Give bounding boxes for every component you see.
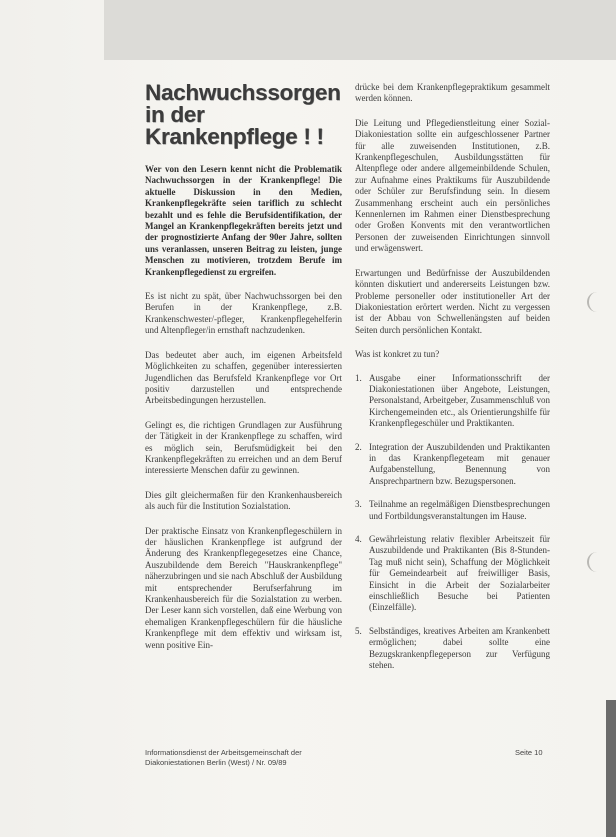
intro-paragraph: Wer von den Lesern kennt nicht die Problematik Nachwuchssorgen in der Krankenpflege! Die aktuelle Diskussion in den Medien, Krankenpflegekräfte seien tariflich zu schlecht bezahlt und es fehle die Berufsidentifikation, der Mangel an Krankenpflegekräften bereits jetzt und der prognostizierte Anfang der 90er Jahre, sollten uns veranlassen, unseren Beitrag zu leisten, junge Menschen zu motivieren, trotzdem Berufe im Krankenpflegedienst zu ergreifen. bbox=[145, 164, 342, 277]
binding-hole-mark bbox=[587, 552, 599, 572]
list-item-number: 5. bbox=[355, 625, 362, 636]
body-paragraph: Die Leitung und Pflegedienstleitung einer Sozial-Diakoniestation sollte ein aufgeschlossener Partner für alle zuweisenden Institutionen, z.B. Krankenpflegeschulen, Ausbildungsstätten für Altenpflege oder andere allgemeinbildende Schulen, zur Aufnahme eines Praktikums für Auszubildende oder Schüler zur Berufsfindung sein. In diesem Zusammenhang erscheint auch ein persönliches Kennenlernen im Rahmen einer Dienstbesprechung oder Großen Konvents mit den verantwortlichen Personen der zuweisenden Einrichtungen sinnvoll und erwägenswert. bbox=[355, 117, 550, 254]
list-item bbox=[355, 499, 550, 522]
list-item-text: Integration der Auszubildenden und Praktikanten in das Krankenpflegeteam mit genauer Aufgabenstellung, Benennung von Ansprechpartnern bzw. Bezugspersonen. bbox=[369, 441, 550, 486]
list-item-text: Teilnahme an regelmäßigen Dienstbesprechungen und Fortbildungsveranstaltungen im Hause. bbox=[369, 499, 550, 521]
body-paragraph: Erwartungen und Bedürfnisse der Auszubildenden könnten diskutiert und andererseits Leistungen bzw. Probleme personeller oder institutioneller Art der Diakoniestation erörtert werden. Nicht zu vergessen ist der Abbau von Schwellenängsten auf beiden Seiten durch persönlichen Kontakt. bbox=[355, 267, 550, 335]
list-item bbox=[355, 626, 550, 672]
left-column bbox=[145, 82, 342, 664]
action-list bbox=[355, 373, 550, 672]
list-item-number: 2. bbox=[355, 441, 362, 452]
list-item-number: 3. bbox=[355, 499, 362, 510]
list-item-number: 4. bbox=[355, 534, 362, 544]
footer-publication: Informationsdienst der Arbeitsgemeinschaft der Diakoniestationen Berlin (West) / Nr. 09/89 bbox=[145, 748, 302, 767]
list-item-text: Ausgabe einer Informationsschrift der Diakoniestationen über Angebote, Leistungen, Personalstand, Arbeitgeber, Zusammenschluß von Kirchengemeinden etc., als Orientierungshilfe für Krankenpflegeschüler und Praktikanten. bbox=[369, 372, 550, 429]
body-paragraph: drücke bei dem Krankenpflegepraktikum gesammelt werden können. bbox=[355, 82, 550, 104]
body-paragraph: Es ist nicht zu spät, über Nachwuchssorgen bei den Berufen in der Krankenpflege, z.B. Krankenschwester/-pfleger, Krankenpflegehelferin und Altenpfleger/in ernsthaft nachzudenken. bbox=[145, 291, 342, 336]
list-item bbox=[355, 373, 550, 430]
list-item bbox=[355, 442, 550, 488]
list-item-text: Gewährleistung relativ flexibler Arbeitszeit für Auszubildende und Praktikanten (Bis 8-Stunden-Tag muß nicht sein), Schaffung der Möglichkeit für Gemeindearbeit auf freiwilliger Basis, Einsicht in die Arbeit der Sozialarbeiter einschließlich Besuche bei Patienten (Einzelfälle). bbox=[369, 534, 550, 613]
list-item-number: 1. bbox=[355, 372, 362, 383]
question-line: Was ist konkret zu tun? bbox=[355, 349, 440, 360]
page-edge-shadow bbox=[606, 700, 616, 837]
body-paragraph: Gelingt es, die richtigen Grundlagen zur Ausführung der Tätigkeit in der Krankenpflege zu schaffen, wird es möglich sein, Berufsmüdigkeit bei den Krankenpflegekräften zu erreichen und an dem Beruf interessierte Menschen dafür zu gewinnen. bbox=[145, 419, 342, 476]
list-item-text: Selbständiges, kreatives Arbeiten am Krankenbett ermöglichen; dabei sollte eine Bezugskrankenpflegeperson zur Verfügung stehen. bbox=[369, 625, 550, 671]
body-paragraph: Der praktische Einsatz von Krankenpflegeschülern in der häuslichen Krankenpflege ist aufgrund der Änderung des Krankenpflegegesetzes eine Chance, Auszubildende dem Bereich "Hauskrankenpflege" näherzubringen und sie nach Abschluß der Ausbildung mit entsprechender Berufserfahrung im Krankenhausbereich für die Sozialstation zu werben. Der Leser kann sich vorstellen, daß eine Werbung von ehemaligen Krankenpflegeschülern für die häusliche Krankenpflege mit dem effektiv und wirksam ist, wenn positive Ein- bbox=[145, 525, 342, 650]
top-shadow-band bbox=[104, 0, 616, 60]
footer-page-number: Seite 10 bbox=[515, 748, 543, 757]
body-paragraph: Das bedeutet aber auch, im eigenen Arbeitsfeld Möglichkeiten zu schaffen, gegenüber interessierten Jugendlichen das Berufsfeld Krankenpflege vor Ort positiv darzustellen und entsprechende Arbeitsbedingungen herzustellen. bbox=[145, 349, 342, 406]
list-item bbox=[355, 534, 550, 614]
binding-hole-mark bbox=[587, 292, 599, 312]
article-headline: Nachwuchssorgen in der Krankenpflege ! ! bbox=[145, 80, 341, 149]
body-paragraph: Dies gilt gleichermaßen für den Krankenhausbereich als auch für die Institution Sozialstation. bbox=[145, 489, 342, 512]
right-column bbox=[355, 82, 550, 683]
